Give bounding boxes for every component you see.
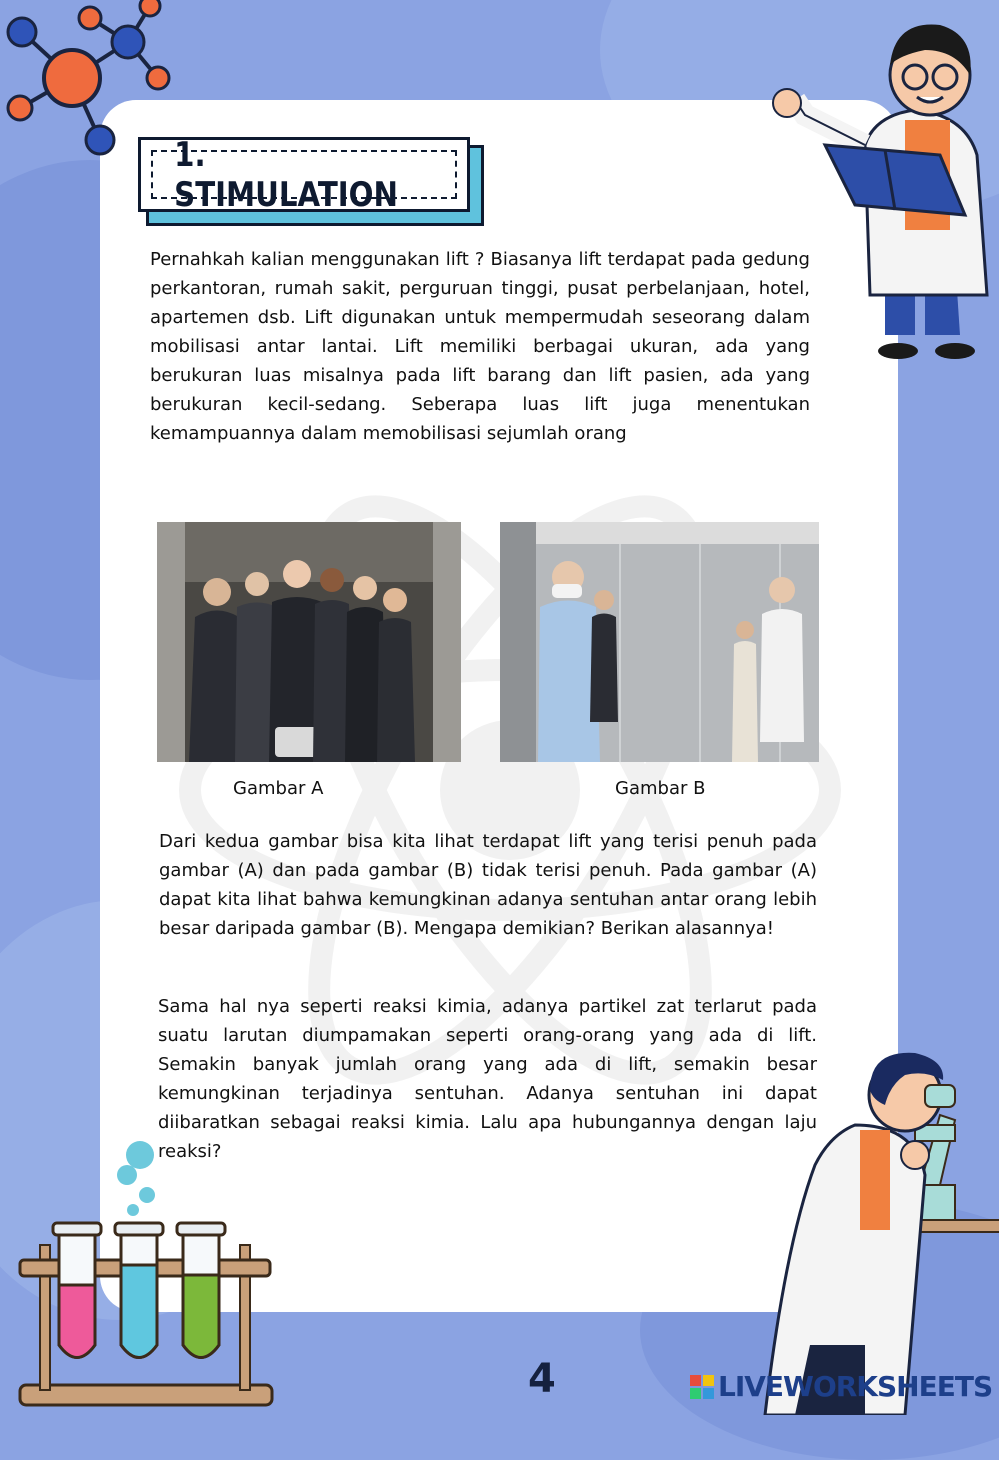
section-title	[138, 134, 483, 224]
photo-sparse-elevator	[500, 522, 819, 762]
analogy-paragraph: Sama hal nya seperti reaksi kimia, adanya partikel zat terlarut pada suatu larutan diumpamakan seperti orang-orang yang ada di lift. Semakin banyak jumlah orang yang ada di lift, semakin besar kemungkinan terjadinya sentuhan. Adanya sentuhan ini dapat diibaratkan sebagai reaksi kimia. Lalu apa hubungannya dengan laju reaksi?	[158, 996, 817, 1162]
caption-gambar-a: Gambar A	[233, 778, 324, 799]
brand-text: LIVEWORKSHEETS	[718, 1370, 993, 1403]
page-number: 4	[528, 1356, 556, 1402]
caption-gambar-b: Gambar B	[615, 778, 706, 799]
title-dashed-frame	[151, 134, 457, 215]
brand-grid-icon	[690, 1375, 714, 1399]
test-tubes-icon	[15, 1135, 275, 1410]
photo-crowded-elevator	[157, 522, 461, 762]
molecule-icon	[0, 0, 175, 160]
title-text: 1. STIMULATION	[174, 134, 399, 215]
comparison-paragraph: Dari kedua gambar bisa kita lihat terdapat lift yang terisi penuh pada gambar (A) dan pada gambar (B) tidak terisi penuh. Pada gambar (A) dapat kita lihat bahwa kemungkinan adanya sentuhan antar orang lebih besar daripada gambar (B). Mengapa demikian? Berikan alasannya!	[159, 831, 817, 939]
brand-logo	[690, 1370, 992, 1403]
title-box	[138, 134, 470, 215]
intro-paragraph: Pernahkah kalian menggunakan lift ? Biasanya lift terdapat pada gedung perkantoran, rumah sakit, perguruan tinggi, pusat perbelanjaan, hotel, apartemen dsb. Lift digunakan untuk mempermudah seseorang dalam mobilisasi antar lantai. Lift memiliki berbagai ukuran, ada yang berukuran luas misalnya pada lift barang dan lift pasien, ada yang berukuran kecil-sedang. Seberapa luas lift juga menentukan kemampuannya dalam memobilisasi sejumlah orang	[150, 249, 810, 444]
